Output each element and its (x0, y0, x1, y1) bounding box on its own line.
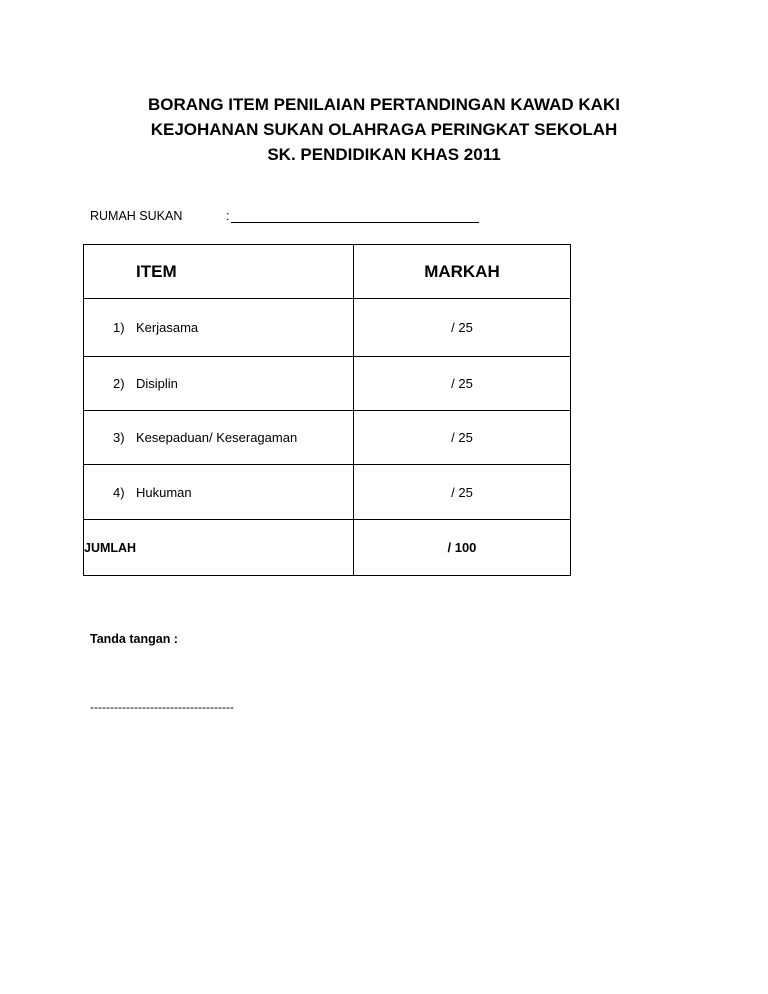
header-item: ITEM (84, 245, 354, 299)
item-label: Kesepaduan/ Keseragaman (136, 430, 298, 445)
form-title (0, 92, 768, 167)
total-markah: / 100 (353, 520, 570, 576)
title-line-1: BORANG ITEM PENILAIAN PERTANDINGAN KAWAD KAKI (148, 95, 620, 114)
item-label: Hukuman (136, 484, 192, 500)
total-label: JUMLAH (84, 520, 354, 576)
item-number: 2) (113, 376, 125, 391)
rumah-sukan-blank-line[interactable] (231, 208, 479, 223)
item-number: 3) (113, 430, 125, 445)
item-label: Disiplin (136, 376, 178, 391)
total-row (84, 520, 571, 576)
table-row (84, 411, 571, 465)
table-row (84, 299, 571, 357)
markah-cell: / 25 (353, 411, 570, 465)
rumah-sukan-label: RUMAH SUKAN (90, 209, 183, 223)
header-markah: MARKAH (353, 245, 570, 299)
rumah-sukan-colon: : (226, 209, 230, 223)
score-table (83, 244, 571, 576)
markah-cell: / 25 (353, 357, 570, 411)
item-number: 4) (113, 484, 125, 500)
rumah-sukan-field (90, 208, 479, 223)
table-header-row (84, 245, 571, 299)
item-number: 1) (113, 320, 125, 335)
title-line-2: KEJOHANAN SUKAN OLAHRAGA PERINGKAT SEKOLAH (150, 120, 618, 139)
markah-cell: / 25 (353, 465, 570, 520)
signature-line[interactable]: ------------------------------------ (90, 700, 234, 714)
item-label: Kerjasama (136, 320, 199, 335)
markah-cell: / 25 (353, 299, 570, 357)
table-row (84, 465, 571, 520)
table-row (84, 357, 571, 411)
signature-label: Tanda tangan : (90, 632, 178, 646)
title-line-3: SK. PENDIDIKAN KHAS 2011 (267, 145, 501, 164)
